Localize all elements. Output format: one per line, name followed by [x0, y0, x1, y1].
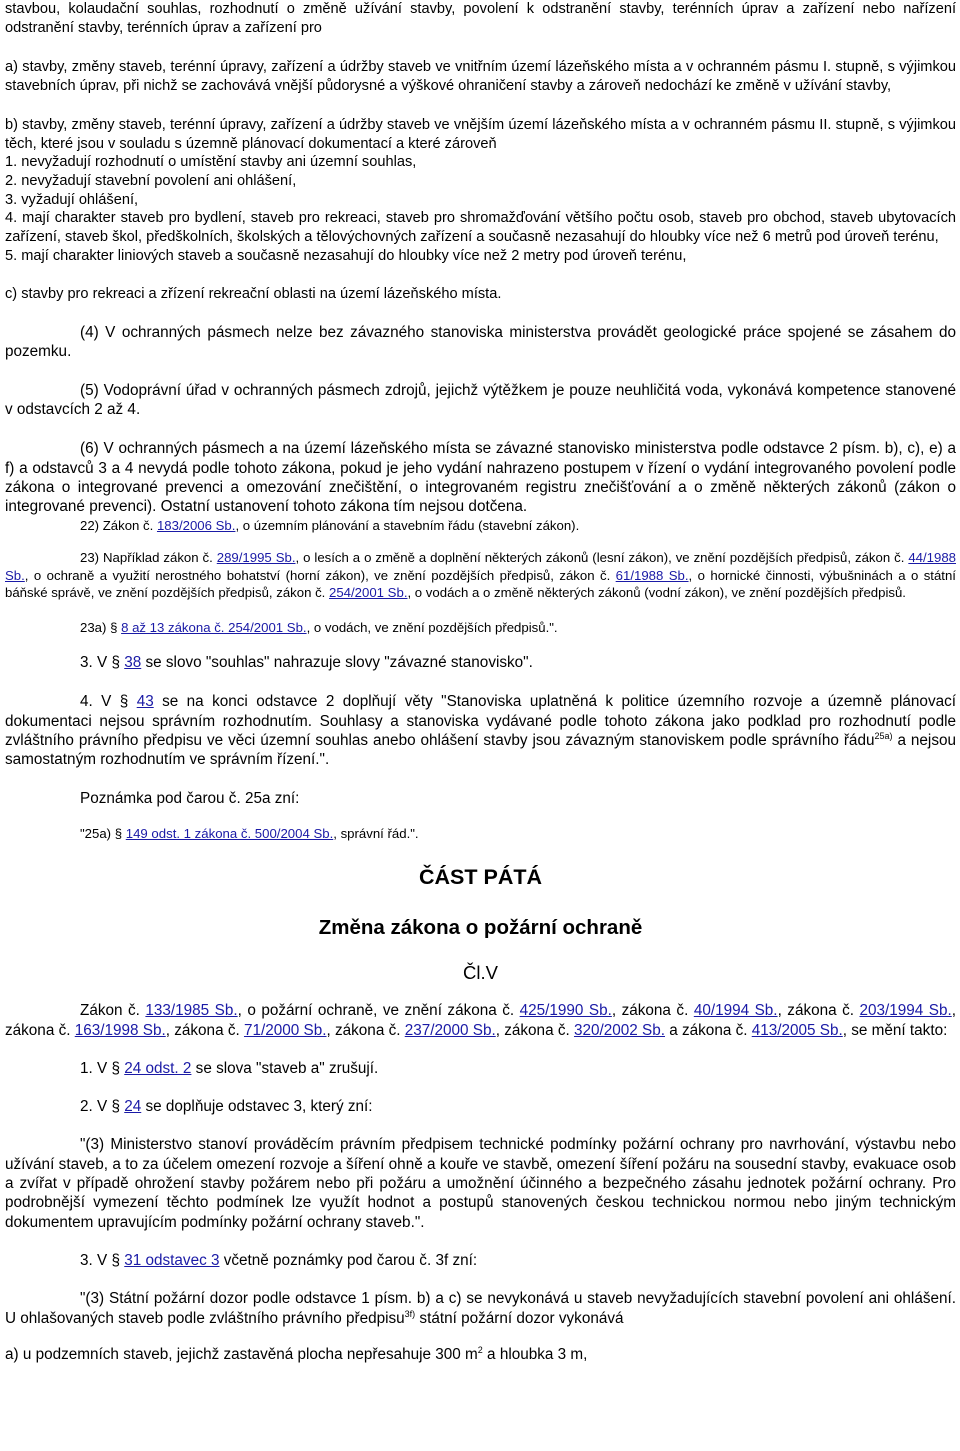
amendment-2: 2. V § 24 se doplňuje odstavec 3, který zní:: [80, 1098, 373, 1116]
amendment-3-link[interactable]: 31 odstavec 3: [124, 1251, 220, 1269]
item-underground: a) u podzemních staveb, jejichž zastavěná plocha nepřesahuje 300 $m^2$ a hloubka 3 m,: [5, 1344, 588, 1363]
law-link-7[interactable]: 237/2000 Sb.: [404, 1021, 496, 1039]
amendment-1-link[interactable]: 24 odst. 2: [124, 1059, 192, 1077]
amendment-1: 1. V § 24 odst. 2 se slova "staveb a" zrušují.: [80, 1059, 379, 1077]
paragraph-5: (5) Vodoprávní úřad v ochranných pásmech zdrojů, jejichž výtěžkem je pouze neuhličitá voda, vykonává kompetence stanovené v odstavcích 2 až 4.: [5, 381, 956, 419]
paragraph-4: (4) V ochranných pásmech nelze bez závazného stanoviska ministerstva provádět geologické práce spojené se zásahem do pozemku.: [5, 324, 956, 361]
item-b-2: 2. nevyžadují stavební povolení ani ohlášení,: [5, 172, 297, 189]
footnote-ref-3f: 3f): [404, 1308, 416, 1319]
document-page: [5, 0, 956, 1364]
intro-paragraph: stavbou, kolaudační souhlas, rozhodnutí o změně užívání stavby, povolení k odstranění stavby, terénních úprav a zařízení nebo nařízení odstranění stavby, terénních úprav a zařízení pro: [5, 1, 956, 36]
paragraph-6: (6) V ochranných pásmech a na území lázeňského místa se závazné stanovisko ministerstva podle odstavce 2 písm. b), c), e) a f) a odstavců 3 a 4 nevydá podle tohoto zákona, pokud je jeho vydání nahrazeno postupem v řízení o vydání integrovaného povolení podle zákona o integrované prevenci a omezování znečištění, o integrovaném registru znečišťování a o změně některých zákonů (zákon o integrované prevenci). Ostatní ustanovení tohoto zákona tím nejsou dotčena.: [5, 440, 956, 516]
section-symbol-icon: §: [111, 1059, 120, 1077]
note-25a: Poznámka pod čarou č. 25a zní:: [80, 789, 300, 807]
section-symbol-icon: §: [111, 1098, 120, 1116]
footnote-ref-25a: 25a): [874, 730, 893, 741]
law-link-9[interactable]: 413/2005 Sb.: [751, 1021, 843, 1039]
superscript-2: 2: [477, 1344, 483, 1355]
section-symbol-icon: §: [111, 654, 120, 672]
amendment-2-text: "(3) Ministerstvo stanoví prováděcím právním předpisem technické podmínky požární ochrany pro navrhování, výstavbu nebo užívání staveb, a to za účelem omezení rozvoje a šíření ohně a kouře ve stavbě, omezení šíření požáru na sousední stavby, evakuace osob a zvířat v případě ohrožení stavby požárem nebo při požáru a umožnění účinného a bezpečného zásahu jednotek požární ochrany. Pro podrobnější vymezení těchto podmínek lze využít hodnot a postupů stanovených českou technickou normou nebo jiným technickým dokumentem upravujícím podmínky požární ochrany staveb.".: [5, 1136, 956, 1231]
law-link-8[interactable]: 320/2002 Sb.: [573, 1021, 665, 1039]
article-heading: Čl.V: [463, 962, 498, 984]
section-symbol-icon: §: [119, 693, 129, 711]
footnote-23a: 23a) § 8 až 13 zákona č. 254/2001 Sb., o vodách, ve znění pozdějších předpisů.".: [80, 619, 558, 635]
item-b-4: 4. mají charakter staveb pro bydlení, staveb pro rekreaci, staveb pro shromažďování většího počtu osob, staveb pro obchod, staveb ubytovacích zařízení, staveb škol, předškolních, školských a tělovýchovných zařízení a současně nezasahují do hloubky více než 6 metrů pod úroveň terénu,: [5, 210, 956, 246]
section-symbol-icon: §: [114, 825, 123, 841]
law-link-5[interactable]: 163/1998 Sb.: [74, 1021, 166, 1039]
footnote-23a-link[interactable]: 8 až 13 zákona č. 254/2001 Sb.: [121, 619, 307, 635]
footnote-23-link-2[interactable]: 44/1988 Sb.: [5, 550, 956, 583]
footnote-23-link-3[interactable]: 61/1988 Sb.: [615, 567, 689, 583]
item-b-3: 3. vyžadují ohlášení,: [5, 191, 139, 208]
item-3: 3. V § 38 se slovo "souhlas" nahrazuje slovy "závazné stanovisko".: [80, 654, 533, 672]
item-b-5: 5. mají charakter liniových staveb a současně nezasahují do hloubky více než 2 metry pod úroveň terénu,: [5, 247, 687, 264]
section-symbol-icon: §: [110, 619, 118, 635]
footnote-25a-link[interactable]: 149 odst. 1 zákona č. 500/2004 Sb.: [125, 825, 334, 841]
law-link-1[interactable]: 133/1985 Sb.: [145, 1002, 238, 1020]
footnote-22-link[interactable]: 183/2006 Sb.: [156, 517, 236, 533]
law-link-2[interactable]: 425/1990 Sb.: [519, 1002, 612, 1020]
part-title: ČÁST PÁTÁ: [418, 865, 543, 890]
section-symbol-icon: §: [111, 1251, 120, 1269]
footnote-22: 22) Zákon č. 183/2006 Sb., o územním plánování a stavebním řádu (stavební zákon).: [80, 517, 580, 533]
item-b-1: 1. nevyžadují rozhodnutí o umístění stavby ani územní souhlas,: [5, 154, 417, 171]
item-4: 4. V § 43 se na konci odstavce 2 doplňují věty "Stanoviska uplatněná k politice územního rozvoje a územně plánovací dokumentaci nejsou správním rozhodnutím. Souhlasy a stanoviska vydávané podle tohoto zákona jako podklad pro rozhodnutí podle zvláštního právního předpisu ve věci územní souhlas anebo ohlášení stavby jsou závazným stanoviskem podle správního řádu$^{25a)}$ a nejsou samostatným rozhodnutím ve správním řízení.".: [5, 693, 956, 769]
item-4-link[interactable]: 43: [136, 693, 154, 711]
footnote-23-link-1[interactable]: 289/1995 Sb.: [216, 550, 296, 566]
amendment-3-text: "(3) Státní požární dozor podle odstavce 1 písm. b) a c) se nevykonává u staveb nevyžadujících stavební povolení ani ohlášení. U ohlašovaných staveb podle zvláštního právního předpisu$^{3f)}$ státní požární dozor vykonává: [5, 1290, 956, 1327]
footnote-25a: "25a) § 149 odst. 1 zákona č. 500/2004 Sb., správní řád.".: [80, 825, 419, 841]
amendment-3: 3. V § 31 odstavec 3 včetně poznámky pod čarou č. 3f zní:: [80, 1251, 478, 1269]
footnote-23: 23) Například zákon č. 289/1995 Sb., o lesích a o změně a doplnění některých zákonů (lesní zákon), ve znění pozdějších předpisů, zákon č. 44/1988 Sb., o ochraně a využití nerostného bohatství (horní zákon), ve znění pozdějších předpisů, zákon č. 61/1988 Sb., o hornické činnosti, výbušninách a o státní báňské správě, ve znění pozdějších předpisů, zákon č. 254/2001 Sb., o vodách a o změně některých zákonů (vodní zákon), ve znění pozdějších předpisů.: [5, 550, 956, 601]
part-subtitle: Změna zákona o požární ochraně: [318, 916, 643, 940]
law-link-6[interactable]: 71/2000 Sb.: [243, 1021, 327, 1039]
item-c: c) stavby pro rekreaci a zřízení rekreační oblasti na území lázeňského místa.: [5, 286, 502, 303]
footnote-23-link-4[interactable]: 254/2001 Sb.: [329, 585, 408, 601]
law-intro: Zákon č. 133/1985 Sb., o požární ochraně, ve znění zákona č. 425/1990 Sb., zákona č. 40/1994 Sb., zákona č. 203/1994 Sb., zákona č. 163/1998 Sb., zákona č. 71/2000 Sb., zákona č. 237/2000 Sb., zákona č. 320/2002 Sb. a zákona č. 413/2005 Sb., se mění takto:: [5, 1002, 956, 1039]
law-link-3[interactable]: 40/1994 Sb.: [693, 1002, 778, 1020]
item-b: b) stavby, změny staveb, terénní úpravy, zařízení a údržby staveb ve vnějším území lázeňského místa a v ochranném pásmu II. stupně, s výjimkou těch, které jsou v souladu s územně plánovací dokumentací a které zároveň: [5, 116, 956, 152]
item-3-link[interactable]: 38: [124, 654, 142, 672]
law-link-4[interactable]: 203/1994 Sb.: [859, 1002, 952, 1020]
item-a: a) stavby, změny staveb, terénní úpravy, zařízení a údržby staveb ve vnitřním území lázeňského místa a v ochranném pásmu I. stupně, s výjimkou stavebních úprav, při nichž se zachovává vnější půdorysné a výškové ohraničení stavby a zároveň nedochází ke změně v užívání stavby,: [5, 59, 956, 95]
amendment-2-link[interactable]: 24: [124, 1098, 142, 1116]
